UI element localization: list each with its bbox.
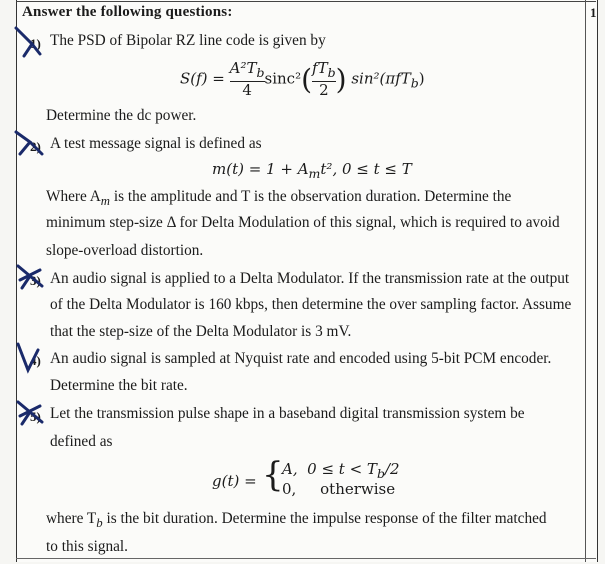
q5-line-1: Let the transmission pulse shape in a baseband digital transmission system be — [50, 405, 525, 422]
q2-number: 2) — [30, 139, 41, 154]
q1-equation: S(f) = $\frac{A^2T_b}{4}$ sinc²( $\frac{fT_b}{2}$ ) sin²(πfT$_b$) — [180, 59, 425, 99]
q1-eq-frac-num-sub: b — [256, 65, 265, 80]
q1-eq-sinc: sinc² — [264, 69, 302, 88]
q1-eq-inner-fraction — [312, 60, 336, 99]
q1-eq-inner-den: 2 — [312, 81, 336, 99]
pen-mark-q5-icon — [14, 398, 50, 430]
q4-line-2: Determine the bit rate. — [50, 377, 188, 394]
q3-line-2: of the Delta Modulator is 160 kbps, then determine the over sampling factor. Assume — [50, 296, 572, 313]
q5-eq-brace: { — [262, 455, 284, 495]
q1-number: 1) — [30, 36, 41, 51]
q3-line-1: An audio signal is applied to a Delta Modulator. If the transmission rate at the output — [50, 270, 570, 287]
q5-line-3 — [46, 510, 547, 531]
q5-case2-cond: otherwise — [320, 480, 396, 498]
page-title: Answer the following questions: — [22, 4, 233, 20]
q5-line-3-sub: b — [96, 516, 103, 531]
pen-mark-q1-icon — [10, 24, 60, 64]
q1-eq-tail: sin²(πfT — [351, 69, 411, 88]
q1-eq-inner-num: fT — [312, 59, 328, 77]
q4-number: 4) — [30, 353, 41, 368]
top-rule — [16, 1, 596, 2]
q2-line-3: slope-overload distortion. — [46, 242, 204, 259]
q2-line-1-sub: m — [100, 194, 111, 209]
q5-eq-case-2 — [282, 480, 395, 498]
q2-eq-main: m(t) = 1 + A — [212, 160, 309, 178]
q1-ask: Determine the dc power. — [46, 107, 197, 124]
q2-line-1 — [46, 188, 511, 209]
pen-mark-q2-icon — [12, 126, 52, 162]
q5-case2-val: 0, — [282, 480, 297, 498]
q2-line-1-b: is the amplitude and T is the observation duration. Determine the — [110, 188, 512, 205]
q5-case1-sub: b — [376, 466, 385, 481]
q5-number: 5) — [30, 409, 41, 424]
q1-eq-tail-close: ) — [418, 69, 425, 88]
q2-line-1-a: Where A — [46, 188, 101, 205]
pen-mark-q3-icon — [14, 262, 50, 294]
q1-eq-frac-den: 4 — [230, 81, 265, 99]
q3-line-3: that the step-size of the Delta Modulator is 3 mV. — [50, 323, 352, 340]
q3-number: 3) — [30, 273, 41, 288]
q1-eq-lhs: S(f) = — [180, 69, 225, 88]
q2-line-2: minimum step-size Δ for Delta Modulation of this signal, which is required to avoid — [46, 214, 560, 231]
q2-text: A test message signal is defined as — [50, 135, 262, 152]
q1-eq-frac-num: A²T — [229, 59, 257, 77]
marks-value: 1 — [590, 5, 597, 20]
q2-eq-rest: t², 0 ≤ t ≤ T — [320, 160, 412, 178]
q5-case1-tail: /2 — [384, 460, 400, 478]
bottom-rule — [16, 558, 596, 559]
q1-text: The PSD of Bipolar RZ line code is given by — [50, 32, 326, 49]
q1-eq-tail-sub: b — [410, 75, 419, 91]
q2-eq-sub: m — [308, 166, 321, 181]
q5-line-4: to this signal. — [46, 538, 129, 555]
q1-eq-inner-num-sub: b — [327, 65, 336, 80]
q2-equation — [212, 160, 412, 181]
q4-line-1: An audio signal is sampled at Nyquist rate and encoded using 5-bit PCM encoder. — [50, 350, 552, 367]
q1-eq-fraction — [230, 60, 265, 99]
marks-column-rule — [585, 0, 586, 562]
q5-case1-val: A, — [282, 460, 298, 478]
q5-line-2: defined as — [50, 433, 113, 450]
q5-eq-lhs: g(t) = — [212, 472, 257, 490]
q5-case1-cond: 0 ≤ t < T — [307, 460, 377, 478]
q5-line-3-a: where T — [46, 510, 97, 527]
pen-mark-q4-icon — [14, 340, 50, 374]
q5-eq-case-1 — [282, 460, 400, 481]
q5-line-3-b: is the bit duration. Determine the impulse response of the filter matched — [102, 510, 547, 527]
